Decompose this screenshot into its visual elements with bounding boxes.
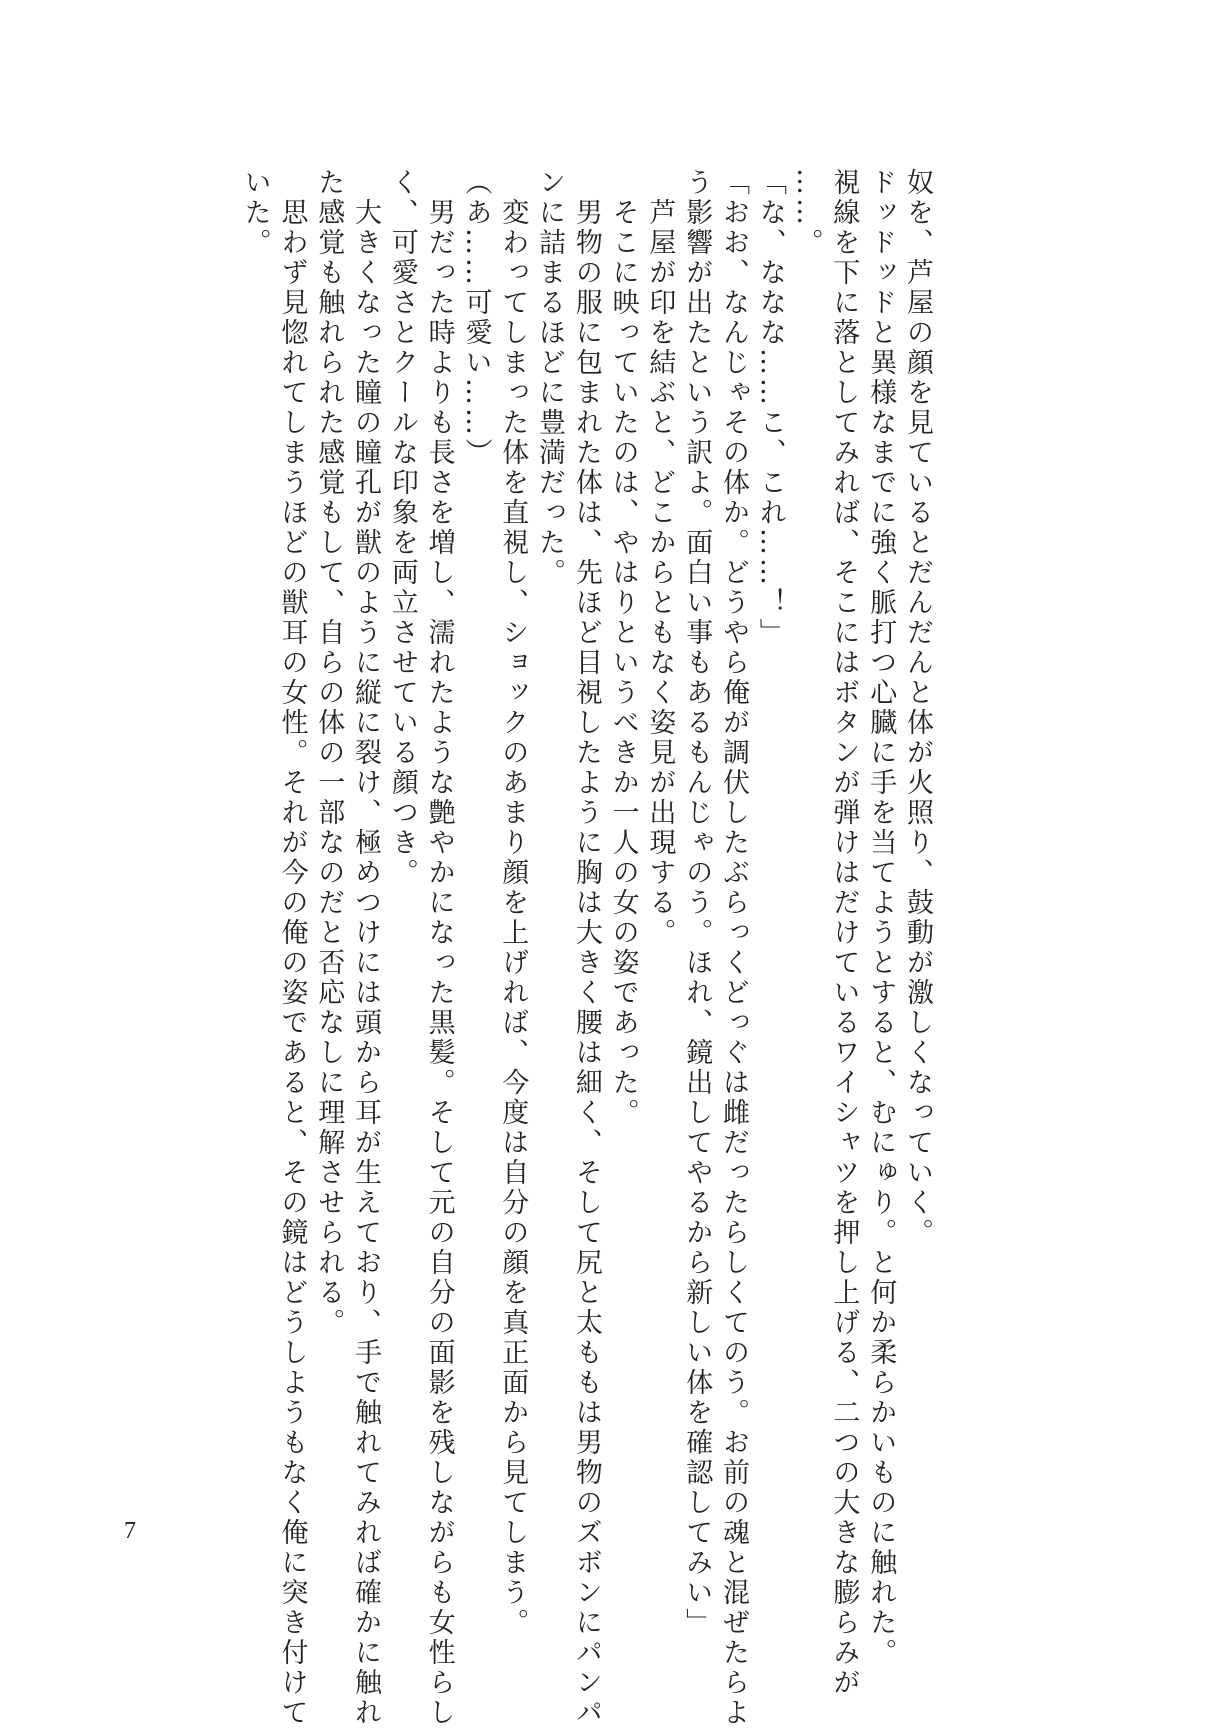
text-line: 変わってしまった体を直視し、ショックのあまり顔を上げれば、今度は自分の顔を真正面から見てしまう。 [497, 168, 529, 1638]
text-line: 芦屋が印を結ぶと、どこからともなく姿見が出現する。 [644, 168, 676, 948]
text-line: ドッドッドと異様なまでに強く脈打つ心臓に手を当てようとすると、むにゅり。と何か柔らかいものに触れた。 [865, 168, 897, 1668]
text-line: そこに映っていたのは、やはりというべきか一人の女の姿であった。 [607, 168, 639, 1128]
text-line: ンに詰まるほどに豊満だった。 [534, 168, 566, 588]
text-line: 「な、ななな……こ、これ……！」 [754, 168, 786, 648]
text-line: た感覚も触れられた感覚もして、自らの体の一部なのだと否応なしに理解させられる。 [313, 168, 345, 1338]
text-line: う影響が出たという訳よ。面白い事もあるもんじゃのう。ほれ、鏡出してやるから新しい体を確認してみい」 [681, 168, 713, 1638]
text-line: 男物の服に包まれた体は、先ほど目視したように胸は大きく腰は細く、そして尻と太ももは男物のズボンにパンパ [570, 168, 602, 1728]
text-line: 奴を、芦屋の顔を見ているとだんだんと体が火照り、鼓動が激しくなっていく。 [902, 168, 933, 1248]
text-line: ……。 [791, 168, 823, 258]
text-line: 視線を下に落としてみれば、そこにはボタンが弾けはだけているワイシャツを押し上げる、二つの大きな膨らみが [828, 168, 860, 1698]
text-line: 大きくなった瞳の瞳孔が獣のように縦に裂け、極めつけには頭から耳が生えており、手で触れてみれば確かに触れ [350, 168, 382, 1728]
text-line: 「おお、なんじゃその体か。どうやら俺が調伏したぶらっくどっぐは雌だったらしくてのう。お前の魂と混ぜたらよ [718, 168, 750, 1728]
text-line: （あ……可愛い……） [460, 168, 492, 468]
vertical-body-text [236, 168, 935, 1728]
text-line: く、可愛さとクールな印象を両立させている顔つき。 [386, 168, 418, 888]
text-line: いた。 [239, 168, 271, 258]
text-line: 男だった時よりも長さを増し、濡れたような艶やかになった黒髪。そして元の自分の面影を残しながらも女性らし [423, 168, 455, 1728]
page-number: 7 [124, 1518, 136, 1544]
text-line: 思わず見惚れてしまうほどの獣耳の女性。それが今の俺の姿であると、その鏡はどうしようもなく俺に突き付けて [276, 168, 308, 1728]
